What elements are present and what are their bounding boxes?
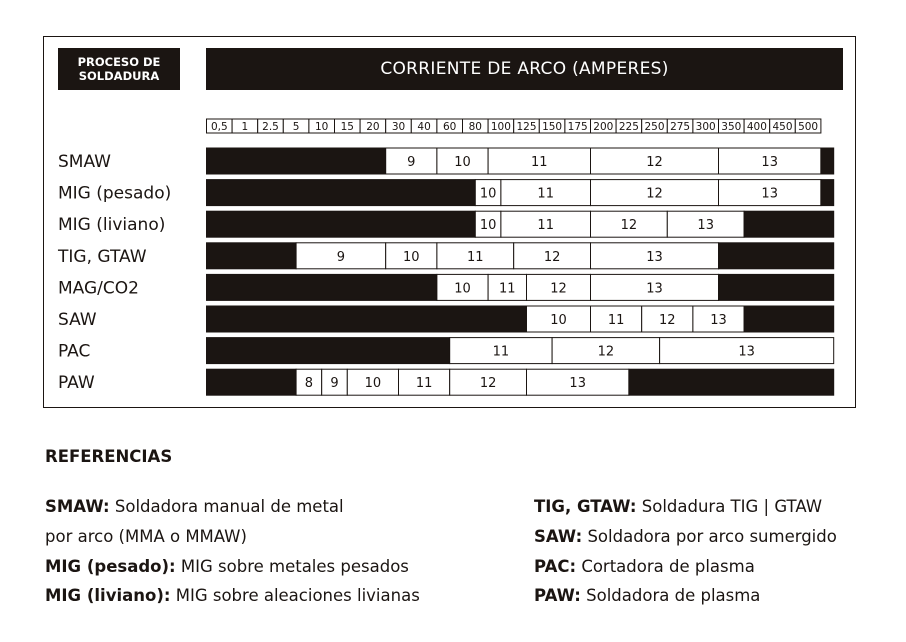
ref-pac <box>534 557 755 577</box>
range-bar-dark <box>821 180 834 206</box>
process-header-line2: SOLDADURA <box>78 69 160 83</box>
tick-label: 175 <box>567 121 588 133</box>
tick-label: 60 <box>443 121 457 133</box>
ref-mig-pesado <box>45 557 409 577</box>
ref-smaw-key: SMAW: <box>45 497 110 516</box>
process-label: MAG/CO2 <box>58 278 139 299</box>
range-bar-dark <box>719 274 834 300</box>
electrode-size-label: 11 <box>492 344 510 360</box>
ref-paw-key: PAW: <box>534 586 581 605</box>
range-bar-dark <box>744 306 834 332</box>
electrode-size-label: 11 <box>415 376 433 392</box>
electrode-size-label: 12 <box>646 155 663 170</box>
range-bar-dark <box>821 148 834 174</box>
ref-migp-key: MIG (pesado): <box>45 557 176 576</box>
electrode-size-label: 11 <box>467 249 484 265</box>
electrode-size-label: 10 <box>454 281 471 297</box>
tick-label: 150 <box>542 121 563 133</box>
ref-mig-liviano <box>45 586 420 606</box>
electrode-size-label: 12 <box>479 376 497 392</box>
tick-label: 100 <box>490 121 511 133</box>
electrode-size-label: 12 <box>543 249 561 265</box>
ref-smaw-desc2: por arco (MMA o MMAW) <box>45 527 247 546</box>
electrode-size-label: 9 <box>407 155 416 170</box>
electrode-size-label: 11 <box>499 281 516 297</box>
tick-label: 125 <box>516 121 537 133</box>
ref-migl-key: MIG (liviano): <box>45 586 171 605</box>
process-label: MIG (pesado) <box>58 183 172 204</box>
range-bar-dark <box>207 338 450 364</box>
range-bar-dark <box>744 211 834 237</box>
ref-smaw-desc: Soldadora manual de metal <box>114 497 344 516</box>
ref-migp-desc: MIG sobre metales pesados <box>180 557 409 576</box>
process-label: PAC <box>58 341 91 362</box>
electrode-size-label: 10 <box>364 376 382 392</box>
electrode-size-label: 10 <box>479 186 497 202</box>
electrode-size-label: 12 <box>597 344 615 360</box>
range-bar-dark <box>207 369 297 395</box>
tick-label: 300 <box>695 121 716 133</box>
tick-label: 15 <box>340 121 354 133</box>
electrode-size-label: 13 <box>646 281 663 297</box>
process-label: SAW <box>58 310 97 330</box>
tick-label: 400 <box>746 121 767 133</box>
tick-label: 500 <box>798 121 819 133</box>
ref-pac-key: PAC: <box>534 557 577 576</box>
process-label: PAW <box>58 373 95 394</box>
tick-label: 350 <box>721 121 742 133</box>
process-label: SMAW <box>58 152 111 172</box>
tick-label: 200 <box>593 121 614 133</box>
range-bar-dark <box>207 211 476 237</box>
electrode-size-label: 10 <box>550 313 567 328</box>
electrode-size-label: 12 <box>646 186 663 202</box>
tick-label: 0,5 <box>210 121 228 133</box>
range-bar-dark <box>207 306 527 332</box>
electrode-size-label: 13 <box>710 313 727 328</box>
electrode-size-label: 13 <box>738 344 755 360</box>
electrode-size-label: 10 <box>479 218 497 234</box>
electrode-size-label: 11 <box>531 155 548 170</box>
electrode-size-label: 11 <box>537 218 554 234</box>
tick-label: 275 <box>670 121 691 133</box>
electrode-size-label: 11 <box>537 186 554 202</box>
electrode-size-label: 13 <box>761 155 778 170</box>
process-label: MIG (liviano) <box>58 215 166 236</box>
range-bar-dark <box>207 243 297 269</box>
tick-label: 250 <box>644 121 665 133</box>
range-bar-dark <box>207 148 386 174</box>
tick-label: 30 <box>391 121 406 133</box>
electrode-size-label: 8 <box>304 376 314 392</box>
ref-smaw <box>45 497 344 517</box>
ref-saw-key: SAW: <box>534 527 583 546</box>
ref-smaw-cont <box>45 527 247 547</box>
electrode-size-label: 9 <box>330 376 339 392</box>
tick-label: 10 <box>315 121 329 133</box>
electrode-size-label: 12 <box>620 218 638 234</box>
tick-label: 225 <box>618 121 639 133</box>
electrode-size-label: 13 <box>761 186 778 202</box>
ref-tig-key: TIG, GTAW: <box>534 497 637 516</box>
tick-label: 5 <box>292 121 300 133</box>
ref-paw <box>534 586 760 606</box>
ref-saw <box>534 527 837 547</box>
electrode-size-label: 12 <box>550 281 567 297</box>
electrode-size-label: 9 <box>336 249 346 265</box>
tick-label: 20 <box>366 121 380 133</box>
tick-label: 1 <box>241 121 249 133</box>
range-bar-dark <box>629 369 834 395</box>
electrode-size-label: 10 <box>403 249 420 265</box>
ref-pac-desc: Cortadora de plasma <box>581 557 755 576</box>
electrode-size-label: 13 <box>646 249 663 265</box>
range-bar-dark <box>719 243 834 269</box>
tick-label: 2.5 <box>262 121 279 133</box>
ref-migl-desc: MIG sobre aleaciones livianas <box>175 586 420 605</box>
tick-label: 450 <box>772 121 793 133</box>
electrode-size-label: 12 <box>659 313 676 328</box>
process-header-line1: PROCESO DE <box>77 55 161 69</box>
electrode-size-label: 11 <box>607 313 625 328</box>
range-bar-dark <box>207 180 476 206</box>
electrode-size-label: 13 <box>569 376 586 392</box>
electrode-size-label: 10 <box>454 155 471 170</box>
tick-label: 80 <box>468 121 482 133</box>
tick-label: 40 <box>417 121 431 133</box>
ref-tig-desc: Soldadura TIG | GTAW <box>641 497 823 516</box>
chart-title: CORRIENTE DE ARCO (AMPERES) <box>206 48 843 90</box>
process-label: TIG, GTAW <box>58 246 147 267</box>
references-title: REFERENCIAS <box>45 447 173 466</box>
ref-tig <box>534 497 822 517</box>
range-bar-dark <box>207 274 437 300</box>
ref-saw-desc: Soldadora por arco sumergido <box>587 527 837 546</box>
electrode-size-label: 13 <box>697 218 714 234</box>
ref-paw-desc: Soldadora de plasma <box>586 586 761 605</box>
